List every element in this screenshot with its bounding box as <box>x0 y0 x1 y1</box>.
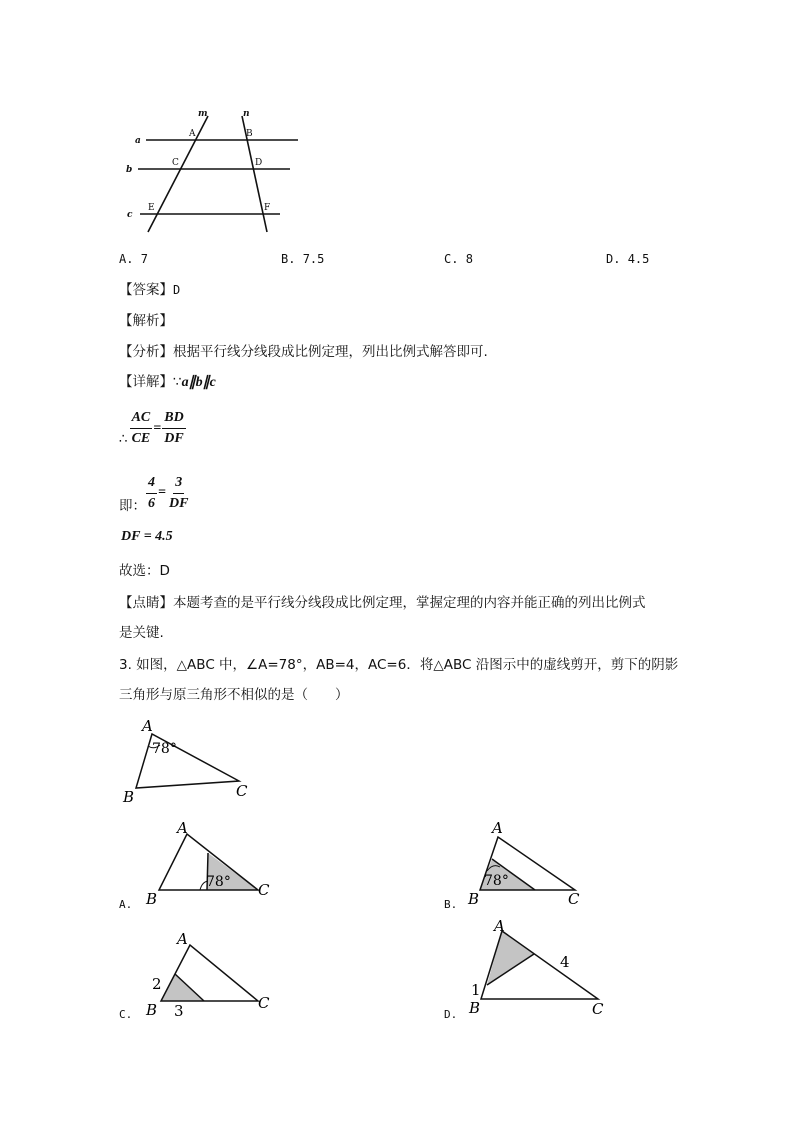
opt-d-label-A: A <box>494 917 505 935</box>
opt-a-label-C: C <box>258 881 270 899</box>
label-point-A: A <box>189 129 196 139</box>
opt-d-num-1: 1 <box>471 981 481 999</box>
q3-option-b-label: B. <box>444 898 458 911</box>
label-point-F: F <box>264 203 271 213</box>
q3-option-c-figure <box>140 928 280 1023</box>
opt-d-num-4: 4 <box>560 953 570 971</box>
because-symbol: ∵ <box>173 374 182 390</box>
q3-stem-line-1: 3. 如图，△ABC 中，∠A=78°，AB=4，AC=6．将△ABC 沿图示中的虚线剪开，剪下的阴影 <box>119 657 679 673</box>
opt-a-label-B: B <box>146 890 158 908</box>
therefore-symbol: ∴ <box>119 431 128 447</box>
fraction-bd-df: $\frac{BD}{DF}$ <box>164 410 184 446</box>
main-angle: 78° <box>152 741 177 757</box>
main-label-C: C <box>236 782 248 800</box>
q3-main-triangle <box>118 714 278 806</box>
opt-a-label-A: A <box>177 819 188 837</box>
choose-line: 故选：D <box>119 563 170 579</box>
label-point-E: E <box>148 203 155 213</box>
dianjing-line-2: 是关键. <box>119 625 164 641</box>
fraction-4-6: $\frac{4}{6}$ <box>148 474 155 511</box>
fenxi-text: 根据平行线分线段成比例定理，列出比例式解答即可. <box>173 344 488 360</box>
q2-option-a: A. 7 <box>119 252 148 266</box>
opt-d-label-B: B <box>469 999 481 1017</box>
substitution-equation <box>119 470 190 516</box>
opt-b-label-A: A <box>492 819 503 837</box>
analysis-tag: 【解析】 <box>119 313 173 329</box>
q3-option-d-figure <box>462 916 612 1022</box>
answer-tag: 【答案】 <box>119 282 173 298</box>
label-point-B: B <box>246 129 253 139</box>
ji-label: 即： <box>119 498 146 514</box>
dianjing-text: 本题考查的是平行线分线段成比例定理，掌握定理的内容并能正确的列出比例式 <box>173 595 646 611</box>
q3-option-b-figure <box>462 816 602 911</box>
label-a: a <box>135 136 141 146</box>
xiangjie-tag: 【详解】 <box>119 374 173 390</box>
answer-line <box>119 280 180 300</box>
opt-d-label-C: C <box>592 1000 604 1018</box>
opt-b-angle: 78° <box>484 873 509 889</box>
q3-option-c-label: C. <box>119 1008 133 1021</box>
opt-c-label-B: B <box>146 1001 158 1019</box>
q3-option-a-label: A. <box>119 898 133 911</box>
label-point-C: C <box>172 158 179 168</box>
main-label-A: A <box>142 717 153 735</box>
q3-stem-line-2: 三角形与原三角形不相似的是（ ） <box>119 687 349 703</box>
fraction-ac-ce: $\frac{AC}{CE}$ <box>131 410 151 446</box>
ratio-equation <box>119 408 186 449</box>
label-point-D: D <box>255 158 263 168</box>
fraction-3-df: $\frac{3}{DF}$ <box>168 474 189 511</box>
equals-sign-2: = <box>158 485 166 500</box>
dianjing-tag: 【点睛】 <box>119 595 173 611</box>
q2-option-b: B. 7.5 <box>281 252 325 266</box>
opt-c-num-2: 2 <box>152 975 162 993</box>
opt-a-angle: 78° <box>206 874 231 890</box>
result-df: DF = 4.5 <box>121 529 173 544</box>
xiangjie-line <box>119 372 216 393</box>
opt-c-num-3: 3 <box>174 1002 184 1020</box>
equals-sign: = <box>153 420 162 436</box>
q3-option-a-figure <box>140 816 280 911</box>
opt-b-label-B: B <box>468 890 480 908</box>
label-b: b <box>126 165 133 175</box>
parallel-expr: a∥b∥c <box>181 375 216 390</box>
parallel-lines-figure <box>118 104 318 236</box>
label-n: n <box>243 109 250 119</box>
fenxi-line <box>119 342 488 362</box>
answer-value: D <box>173 283 181 297</box>
q3-option-d-label: D. <box>444 1008 458 1021</box>
main-label-B: B <box>123 788 135 806</box>
fenxi-tag: 【分析】 <box>119 344 173 360</box>
opt-c-label-A: A <box>177 930 188 948</box>
q2-option-c: C. 8 <box>444 252 473 266</box>
opt-b-label-C: C <box>568 890 580 908</box>
label-c: c <box>127 210 133 220</box>
opt-c-label-C: C <box>258 994 270 1012</box>
q2-option-d: D. 4.5 <box>606 252 650 266</box>
dianjing-line <box>119 593 646 613</box>
label-m: m <box>198 109 208 119</box>
